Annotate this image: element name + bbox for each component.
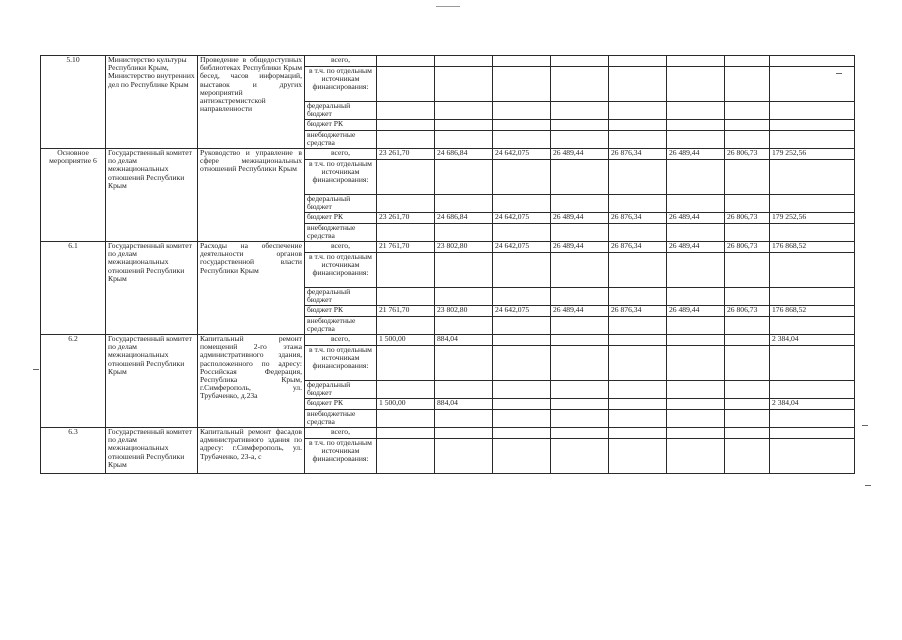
amount-cell: 2 384,04: [770, 335, 855, 346]
amount-cell: 26 876,34: [609, 149, 667, 160]
amount-cell: [493, 253, 551, 288]
amount-cell: [435, 56, 493, 67]
funding-source-label: бюджет РК: [305, 120, 377, 131]
amount-cell: [667, 120, 725, 131]
amount-cell: [609, 317, 667, 335]
amount-cell: 23 261,70: [377, 149, 435, 160]
amount-cell: [725, 160, 770, 195]
amount-cell: 179 252,56: [770, 149, 855, 160]
amount-cell: [725, 56, 770, 67]
amount-cell: 176 868,52: [770, 306, 855, 317]
amount-cell: [377, 317, 435, 335]
amount-cell: [770, 120, 855, 131]
amount-cell: [770, 131, 855, 149]
amount-cell: [377, 120, 435, 131]
amount-cell: [609, 102, 667, 120]
amount-cell: 26 489,44: [667, 306, 725, 317]
amount-cell: [770, 439, 855, 474]
amount-cell: 179 252,56: [770, 213, 855, 224]
amount-cell: 24 642,075: [493, 213, 551, 224]
amount-cell: [770, 160, 855, 195]
amount-cell: [609, 253, 667, 288]
funding-source-label: бюджет РК: [305, 399, 377, 410]
amount-cell: [435, 102, 493, 120]
amount-cell: [377, 381, 435, 399]
amount-cell: [725, 335, 770, 346]
responsible-executor: Государственный комитет по делам межнациональных отношений Республики Крым: [106, 149, 198, 242]
amount-cell: [551, 399, 609, 410]
amount-cell: 176 868,52: [770, 242, 855, 253]
amount-cell: [551, 102, 609, 120]
amount-cell: [725, 399, 770, 410]
amount-cell: [609, 160, 667, 195]
amount-cell: 23 802,80: [435, 242, 493, 253]
amount-cell: 26 489,44: [667, 213, 725, 224]
amount-cell: [609, 335, 667, 346]
amount-cell: [667, 317, 725, 335]
amount-cell: [493, 56, 551, 67]
amount-cell: [667, 102, 725, 120]
amount-cell: [770, 195, 855, 213]
amount-cell: [770, 346, 855, 381]
activity-name: Руководство и управление в сфере межнациональных отношений Республики Крым: [198, 149, 305, 242]
amount-cell: [770, 410, 855, 428]
amount-cell: [667, 428, 725, 439]
amount-cell: 24 686,84: [435, 213, 493, 224]
funding-source-label: внебюджетные средства: [305, 410, 377, 428]
amount-cell: 26 876,34: [609, 213, 667, 224]
scan-artifact: [436, 6, 460, 7]
amount-cell: [770, 67, 855, 102]
amount-cell: [435, 195, 493, 213]
measure-number: 6.2: [41, 335, 106, 428]
amount-cell: 24 686,84: [435, 149, 493, 160]
funding-source-label: в т.ч. по отдельным источникам финансирования:: [305, 67, 377, 102]
amount-cell: [493, 381, 551, 399]
amount-cell: 23 261,70: [377, 213, 435, 224]
amount-cell: [667, 131, 725, 149]
amount-cell: [770, 317, 855, 335]
amount-cell: [551, 224, 609, 242]
amount-cell: 26 489,44: [551, 149, 609, 160]
funding-source-label: федеральный бюджет: [305, 381, 377, 399]
amount-cell: [667, 160, 725, 195]
amount-cell: [377, 253, 435, 288]
amount-cell: [725, 410, 770, 428]
activity-name: Капитальный ремонт помещений 2-го этажа административного здания, расположенного по адресу: Российская Федерация, Республика Крым, г.Симферополь, ул. Трубаченко, д.23а: [198, 335, 305, 428]
amount-cell: [609, 381, 667, 399]
amount-cell: 24 642,075: [493, 306, 551, 317]
amount-cell: [551, 335, 609, 346]
amount-cell: [725, 224, 770, 242]
funding-source-label: в т.ч. по отдельным источникам финансирования:: [305, 346, 377, 381]
amount-cell: 21 761,70: [377, 306, 435, 317]
amount-cell: [667, 335, 725, 346]
amount-cell: [435, 224, 493, 242]
amount-cell: [609, 195, 667, 213]
funding-source-label: федеральный бюджет: [305, 195, 377, 213]
amount-cell: [551, 346, 609, 381]
activity-name: Проведение в общедоступных библиотеках Республики Крым бесед, часов информаций, выставок и других мероприятий антиэкстремистской направленности: [198, 56, 305, 149]
amount-cell: [377, 102, 435, 120]
amount-cell: [377, 67, 435, 102]
amount-cell: 21 761,70: [377, 242, 435, 253]
amount-cell: [609, 120, 667, 131]
amount-cell: [667, 195, 725, 213]
amount-cell: [551, 288, 609, 306]
amount-cell: [725, 346, 770, 381]
amount-cell: [435, 67, 493, 102]
amount-cell: [493, 288, 551, 306]
amount-cell: 24 642,075: [493, 149, 551, 160]
amount-cell: [609, 399, 667, 410]
funding-source-label: в т.ч. по отдельным источникам финансирования:: [305, 160, 377, 195]
amount-cell: [493, 120, 551, 131]
amount-cell: [377, 410, 435, 428]
amount-cell: [435, 253, 493, 288]
amount-cell: [377, 346, 435, 381]
amount-cell: [725, 120, 770, 131]
amount-cell: 2 384,04: [770, 399, 855, 410]
amount-cell: [725, 317, 770, 335]
amount-cell: [609, 56, 667, 67]
amount-cell: [609, 288, 667, 306]
amount-cell: 26 489,44: [551, 242, 609, 253]
amount-cell: [435, 428, 493, 439]
responsible-executor: Государственный комитет по делам межнациональных отношений Республики Крым: [106, 428, 198, 474]
funding-source-label: всего,: [305, 428, 377, 439]
amount-cell: [667, 67, 725, 102]
amount-cell: [551, 410, 609, 428]
amount-cell: 26 806,73: [725, 149, 770, 160]
amount-cell: [493, 346, 551, 381]
amount-cell: [377, 428, 435, 439]
amount-cell: 24 642,075: [493, 242, 551, 253]
amount-cell: [493, 439, 551, 474]
amount-cell: 26 489,44: [551, 213, 609, 224]
amount-cell: 26 489,44: [667, 242, 725, 253]
amount-cell: [725, 439, 770, 474]
amount-cell: [377, 56, 435, 67]
funding-source-label: всего,: [305, 335, 377, 346]
amount-cell: [551, 160, 609, 195]
amount-cell: [435, 381, 493, 399]
amount-cell: 26 806,73: [725, 306, 770, 317]
amount-cell: 1 500,00: [377, 335, 435, 346]
amount-cell: [667, 253, 725, 288]
amount-cell: [667, 439, 725, 474]
amount-cell: [725, 131, 770, 149]
funding-source-label: внебюджетные средства: [305, 317, 377, 335]
amount-cell: [435, 288, 493, 306]
amount-cell: 26 806,73: [725, 242, 770, 253]
amount-cell: [551, 381, 609, 399]
funding-source-label: всего,: [305, 149, 377, 160]
funding-source-label: федеральный бюджет: [305, 102, 377, 120]
measure-number: 6.3: [41, 428, 106, 474]
amount-cell: [551, 195, 609, 213]
amount-cell: [493, 67, 551, 102]
amount-cell: [725, 67, 770, 102]
amount-cell: 23 802,80: [435, 306, 493, 317]
responsible-executor: Государственный комитет по делам межнациональных отношений Республики Крым: [106, 335, 198, 428]
funding-source-label: бюджет РК: [305, 213, 377, 224]
amount-cell: [377, 439, 435, 474]
amount-cell: [493, 317, 551, 335]
activity-name: Капитальный ремонт фасадов административного здания по адресу: г.Симферополь, ул. Трубаченко, 23-а, с: [198, 428, 305, 474]
funding-source-label: всего,: [305, 242, 377, 253]
amount-cell: 884,04: [435, 399, 493, 410]
amount-cell: [493, 160, 551, 195]
amount-cell: [667, 399, 725, 410]
amount-cell: [667, 288, 725, 306]
amount-cell: [609, 131, 667, 149]
amount-cell: [551, 253, 609, 288]
amount-cell: [493, 102, 551, 120]
amount-cell: [770, 381, 855, 399]
amount-cell: [493, 224, 551, 242]
amount-cell: [770, 253, 855, 288]
amount-cell: [493, 131, 551, 149]
measure-number: 5.10: [41, 56, 106, 149]
funding-source-label: всего,: [305, 56, 377, 67]
amount-cell: [435, 160, 493, 195]
table-row: [41, 149, 855, 160]
amount-cell: 884,04: [435, 335, 493, 346]
amount-cell: [725, 195, 770, 213]
funding-source-label: бюджет РК: [305, 306, 377, 317]
amount-cell: [725, 102, 770, 120]
amount-cell: [551, 131, 609, 149]
amount-cell: [551, 67, 609, 102]
funding-source-label: внебюджетные средства: [305, 224, 377, 242]
amount-cell: [377, 195, 435, 213]
amount-cell: [667, 410, 725, 428]
amount-cell: [725, 288, 770, 306]
amount-cell: 26 876,34: [609, 242, 667, 253]
amount-cell: [725, 253, 770, 288]
amount-cell: [770, 224, 855, 242]
responsible-executor: Министерство культуры Республики Крым, Министерство внутренних дел по Республике Крым: [106, 56, 198, 149]
amount-cell: [609, 346, 667, 381]
amount-cell: [435, 120, 493, 131]
amount-cell: [435, 131, 493, 149]
amount-cell: 26 806,73: [725, 213, 770, 224]
amount-cell: [377, 224, 435, 242]
activity-name: Расходы на обеспечение деятельности органов государственной власти Республики Крым: [198, 242, 305, 335]
funding-source-label: в т.ч. по отдельным источникам финансирования:: [305, 253, 377, 288]
amount-cell: [493, 410, 551, 428]
amount-cell: [493, 335, 551, 346]
amount-cell: [609, 428, 667, 439]
amount-cell: [493, 195, 551, 213]
amount-cell: [667, 224, 725, 242]
amount-cell: [609, 224, 667, 242]
amount-cell: [770, 288, 855, 306]
amount-cell: 1 500,00: [377, 399, 435, 410]
scan-artifact: [865, 485, 871, 486]
amount-cell: 26 489,44: [551, 306, 609, 317]
amount-cell: [493, 399, 551, 410]
scan-artifact: [862, 425, 868, 426]
responsible-executor: Государственный комитет по делам межнациональных отношений Республики Крым: [106, 242, 198, 335]
scan-artifact: [33, 369, 39, 370]
table-row: [41, 56, 855, 67]
measure-number: Основное мероприятие 6: [41, 149, 106, 242]
amount-cell: [435, 439, 493, 474]
table-row: [41, 335, 855, 346]
amount-cell: [609, 410, 667, 428]
funding-source-label: внебюджетные средства: [305, 131, 377, 149]
amount-cell: [435, 317, 493, 335]
amount-cell: 26 876,34: [609, 306, 667, 317]
amount-cell: 26 489,44: [667, 149, 725, 160]
funding-source-label: федеральный бюджет: [305, 288, 377, 306]
funding-source-label: в т.ч. по отдельным источникам финансирования:: [305, 439, 377, 474]
amount-cell: [551, 439, 609, 474]
amount-cell: [609, 439, 667, 474]
measure-number: 6.1: [41, 242, 106, 335]
amount-cell: [667, 346, 725, 381]
table-row: [41, 242, 855, 253]
amount-cell: [377, 288, 435, 306]
amount-cell: [609, 67, 667, 102]
amount-cell: [551, 56, 609, 67]
amount-cell: [770, 56, 855, 67]
amount-cell: [770, 102, 855, 120]
amount-cell: [377, 160, 435, 195]
amount-cell: [725, 428, 770, 439]
financing-table: [40, 55, 855, 474]
amount-cell: [435, 346, 493, 381]
amount-cell: [770, 428, 855, 439]
amount-cell: [377, 131, 435, 149]
amount-cell: [435, 410, 493, 428]
amount-cell: [667, 381, 725, 399]
amount-cell: [551, 120, 609, 131]
amount-cell: [551, 317, 609, 335]
amount-cell: [493, 428, 551, 439]
amount-cell: [667, 56, 725, 67]
amount-cell: [725, 381, 770, 399]
table-row: [41, 428, 855, 439]
amount-cell: [551, 428, 609, 439]
